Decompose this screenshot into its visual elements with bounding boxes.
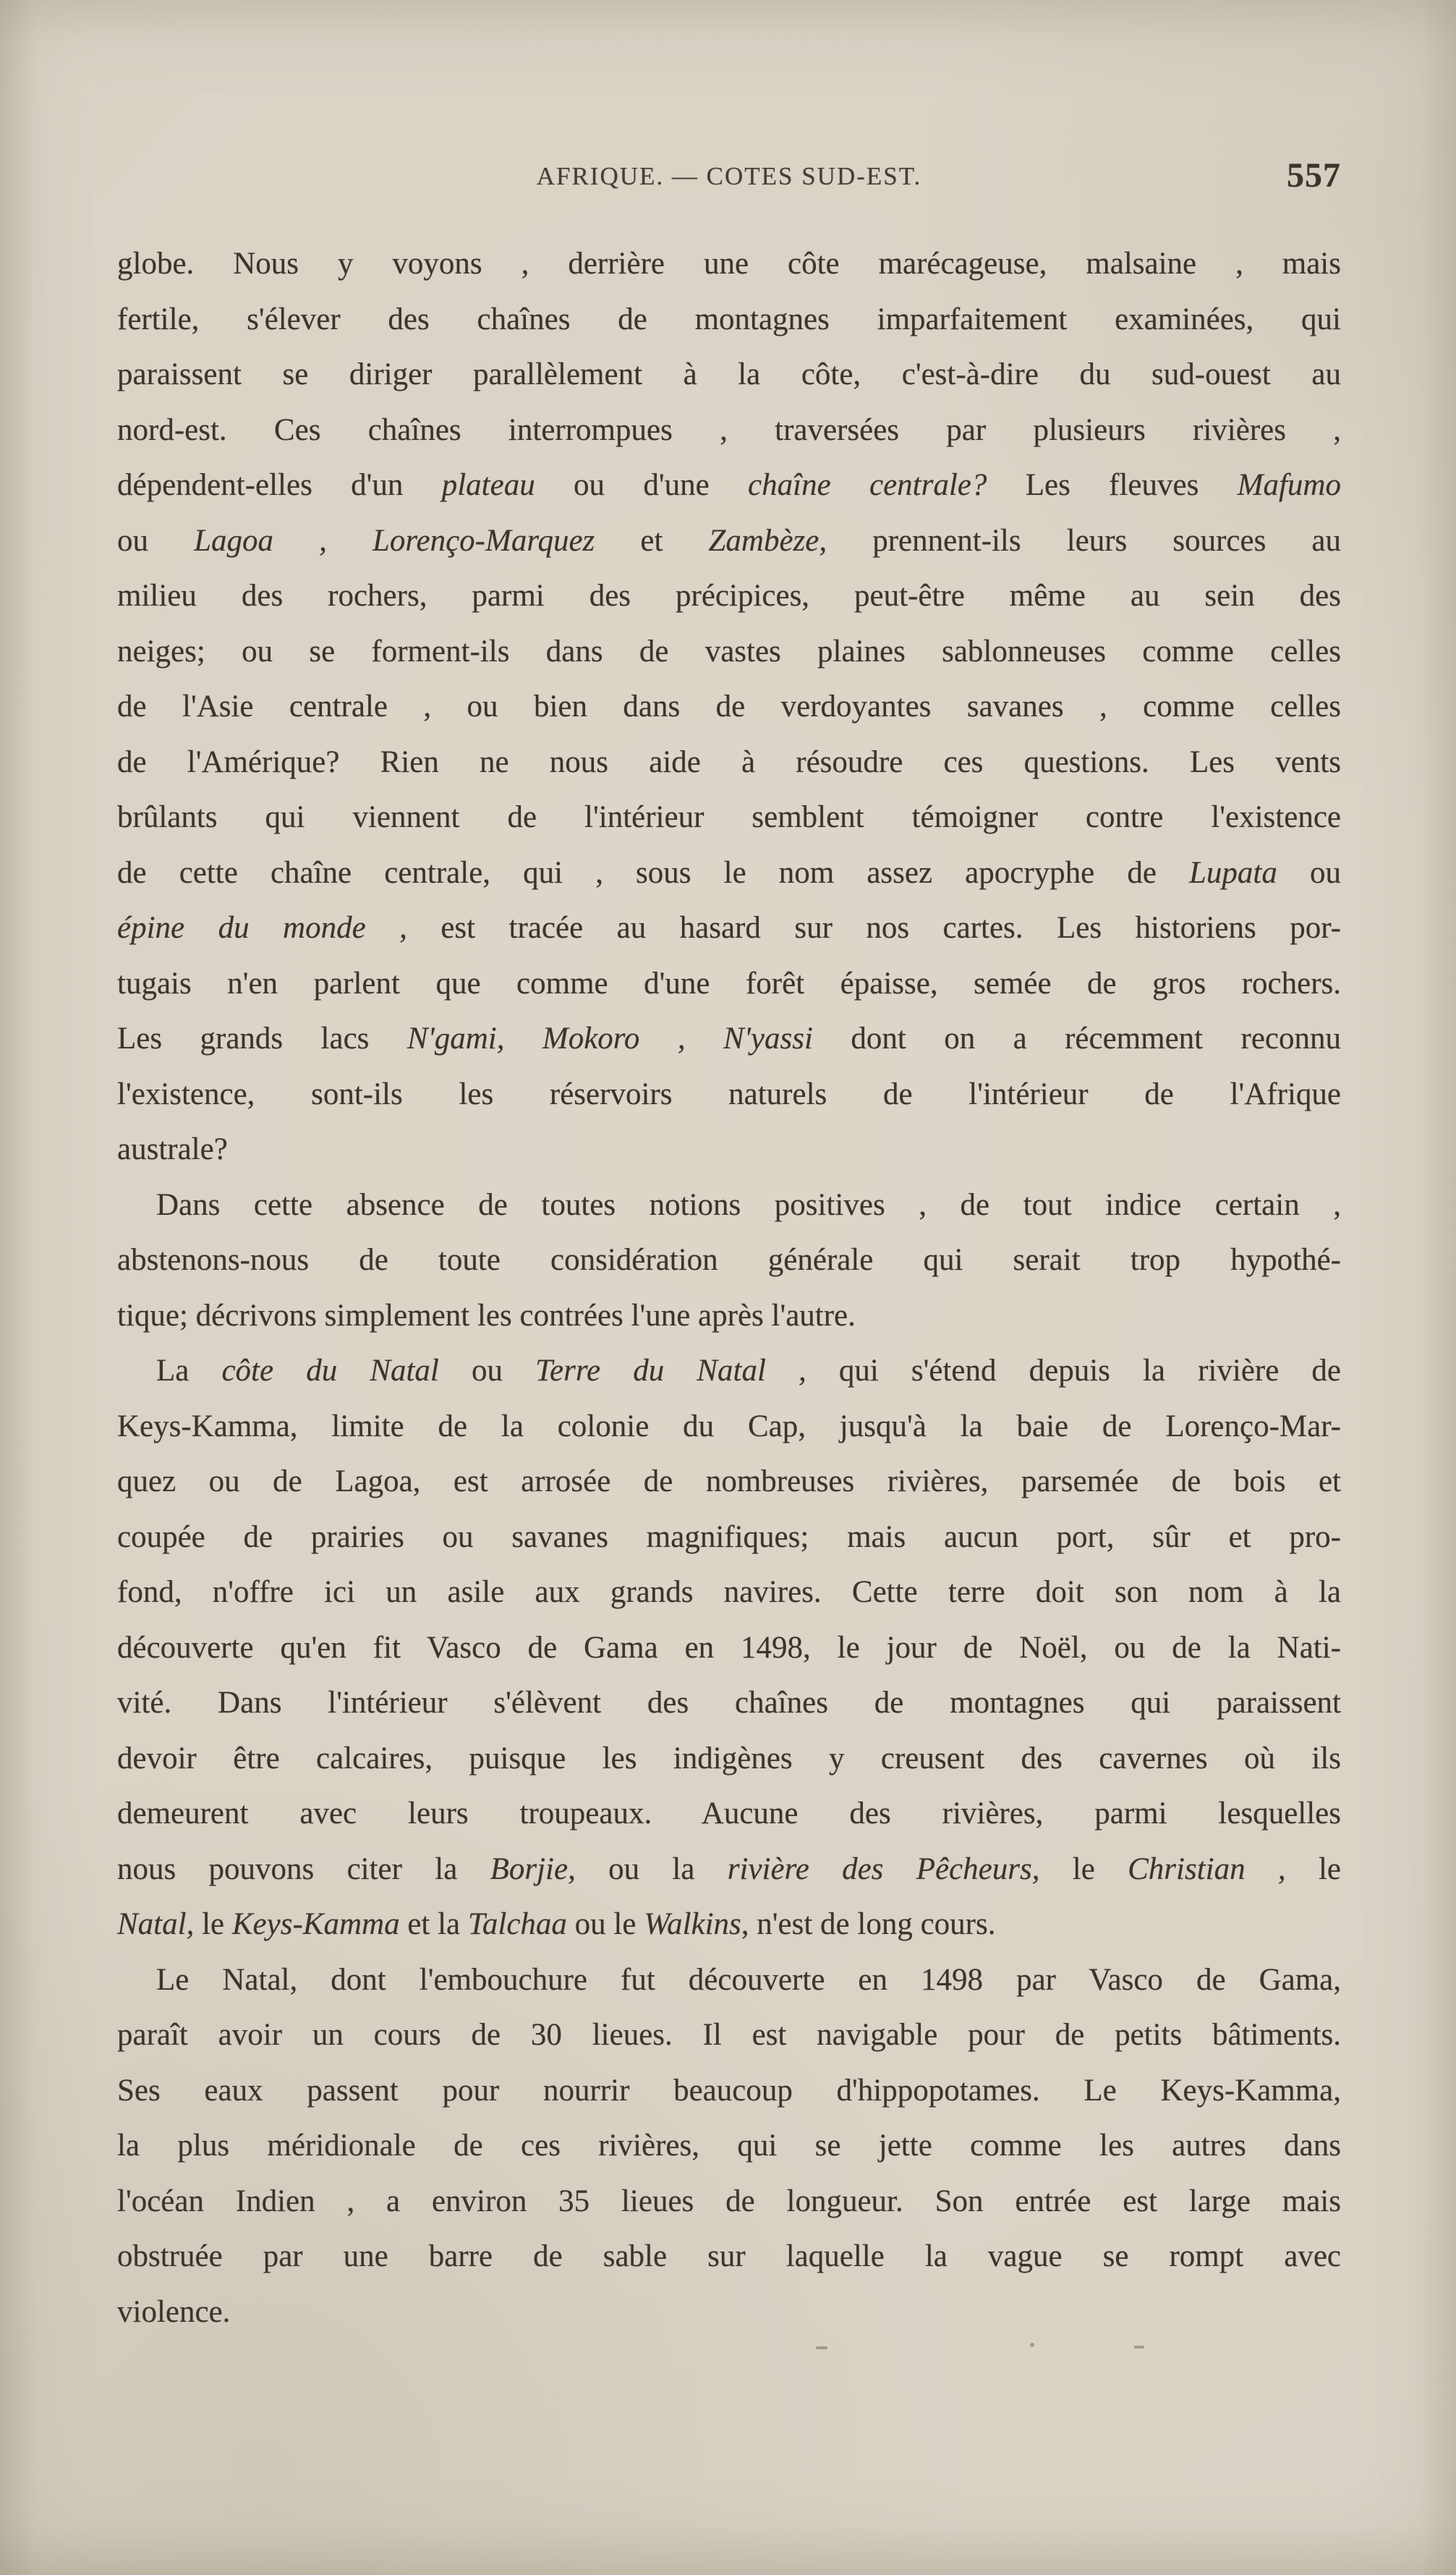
italic-text: rivière des Pêcheurs,: [727, 1851, 1040, 1886]
text-line: [117, 1621, 1341, 1676]
body-text-segment: le: [194, 1907, 232, 1941]
scan-speckle: [1134, 2346, 1144, 2349]
body-text-segment: est tracée au hasard sur nos cartes. Les historiens por-: [406, 911, 1341, 945]
italic-text: Natal,: [117, 1907, 195, 1941]
body-text-segment: brûlants qui viennent de l'intérieur semblent témoigner contre l'existence: [117, 800, 1341, 834]
body-text-segment: qui s'étend depuis la rivière de: [806, 1354, 1342, 1388]
body-text-segment: [327, 524, 372, 558]
italic-text: épine du monde ,: [117, 911, 407, 945]
text-line: [117, 403, 1341, 459]
body-text-segment: Les fleuves: [987, 468, 1238, 502]
body-text-segment: Les grands lacs: [117, 1022, 407, 1056]
text-line: [117, 1953, 1341, 2008]
body-text-segment: ou: [438, 1354, 536, 1388]
text-line: [117, 1289, 1341, 1344]
text-line: [117, 1786, 1341, 1842]
text-line: [117, 846, 1341, 902]
italic-text: N'gami, Mokoro , N'yassi: [406, 1022, 813, 1056]
italic-text: Lorenço-Marquez: [372, 523, 595, 558]
text-line: [117, 2008, 1341, 2063]
body-text-segment: paraissent se diriger parallèlement à la côte, c'est-à-dire du sud-ouest au: [117, 357, 1341, 391]
body-text-segment: l'existence, sont-ils les réservoirs naturels de l'intérieur de l'Afrique: [117, 1077, 1341, 1111]
body-text-segment: Le Natal, dont l'embouchure fut découverte en 1498 par Vasco de Gama,: [156, 1962, 1341, 1997]
body-text-segment: fond, n'offre ici un asile aux grands navires. Cette terre doit son nom à la: [117, 1575, 1341, 1609]
text-line: [117, 956, 1341, 1012]
body-text-segment: tique; décrivons simplement les contrées l'une après l'autre.: [117, 1298, 856, 1333]
page-header: [117, 143, 1341, 194]
body-text-segment: Dans cette absence de toutes notions positives , de tout indice certain ,: [156, 1187, 1341, 1222]
italic-text: Zambèze,: [708, 523, 827, 558]
body-text-segment: La: [156, 1354, 222, 1388]
text-line: [117, 1454, 1341, 1510]
body-text-segment: obstruée par une barre de sable sur laquelle la vague se rompt avec: [117, 2239, 1341, 2273]
body-text-segment: ou d'une: [535, 468, 749, 502]
italic-text: Christian ,: [1128, 1851, 1286, 1886]
text-line: [117, 1842, 1341, 1898]
text-line: [117, 624, 1341, 680]
body-text-segment: nous pouvons citer la: [117, 1851, 490, 1886]
text-line: [117, 735, 1341, 791]
body-text-segment: tugais n'en parlent que comme d'une forêt épaisse, semée de gros rochers.: [117, 966, 1341, 1001]
text-line: [117, 2229, 1341, 2285]
text-line: [117, 2174, 1341, 2230]
text-line: [117, 1565, 1341, 1621]
text-line: [117, 1731, 1341, 1787]
text-line: [117, 458, 1341, 514]
body-text-segment: australe?: [117, 1132, 228, 1166]
italic-text: Lagoa ,: [194, 523, 327, 558]
italic-text: Lupata: [1189, 855, 1277, 890]
body-text-segment: de l'Amérique? Rien ne nous aide à résoudre ces questions. Les vents: [117, 744, 1341, 779]
body-text-segment: de l'Asie centrale , ou bien dans de verdoyantes savanes , comme celles: [117, 690, 1341, 724]
text-line: [117, 1344, 1341, 1399]
italic-text: côte du Natal: [221, 1354, 439, 1388]
body-text-segment: fertile, s'élever des chaînes de montagnes imparfaitement examinées, qui: [117, 302, 1341, 336]
text-line: [117, 1897, 1341, 1953]
body-text: [117, 237, 1341, 2340]
text-line: [117, 901, 1341, 956]
body-text-segment: découverte qu'en fit Vasco de Gama en 1498, le jour de Noël, ou de la Nati-: [117, 1630, 1341, 1665]
body-text-segment: et la: [399, 1907, 468, 1941]
text-line: [117, 1067, 1341, 1123]
text-line: [117, 679, 1341, 735]
body-text-segment: dont on a récemment reconnu: [812, 1022, 1342, 1056]
body-text-segment: la plus méridionale de ces rivières, qui se jette comme les autres dans: [117, 2129, 1341, 2163]
body-text-segment: l'océan Indien , a environ 35 lieues de longueur. Son entrée est large mais: [117, 2184, 1341, 2218]
text-line: [117, 2118, 1341, 2174]
text-line: [117, 347, 1341, 403]
text-line: [117, 569, 1341, 624]
body-text-segment: ou le: [566, 1907, 644, 1941]
text-line: [117, 1178, 1341, 1234]
text-line: [117, 790, 1341, 846]
scan-speckle: [1030, 2343, 1034, 2347]
body-text-segment: demeurent avec leurs troupeaux. Aucune des rivières, parmi lesquelles: [117, 1796, 1341, 1831]
running-title: AFRIQUE. — COTES SUD-EST.: [536, 162, 922, 190]
body-text-segment: nord-est. Ces chaînes interrompues , traversées par plusieurs rivières ,: [117, 412, 1341, 447]
italic-text: Borjie,: [490, 1851, 576, 1886]
body-text-segment: coupée de prairies ou savanes magnifiques; mais aucun port, sûr et pro-: [117, 1519, 1341, 1554]
body-text-segment: paraît avoir un cours de 30 lieues. Il est navigable pour de petits bâtiments.: [117, 2018, 1341, 2052]
text-line: [117, 1676, 1341, 1731]
text-line: [117, 1233, 1341, 1289]
text-line: [117, 237, 1341, 292]
body-text-segment: abstenons-nous de toute considération générale qui serait trop hypothé-: [117, 1243, 1341, 1277]
italic-text: Talchaa: [467, 1907, 567, 1941]
italic-text: Walkins: [644, 1907, 741, 1941]
body-text-segment: le: [1285, 1851, 1341, 1886]
text-line: [117, 292, 1341, 348]
body-text-segment: milieu des rochers, parmi des précipices, peut-être même au sein des: [117, 579, 1341, 613]
text-line: [117, 1510, 1341, 1566]
body-text-segment: , n'est de long cours.: [741, 1907, 996, 1941]
body-text-segment: dépendent-elles d'un: [117, 468, 442, 502]
body-text-segment: globe. Nous y voyons , derrière une côte marécageuse, malsaine , mais: [117, 247, 1341, 281]
body-text-segment: ou: [1277, 855, 1341, 890]
body-text-segment: le: [1039, 1851, 1128, 1886]
body-text-segment: et: [595, 523, 709, 558]
body-text-segment: quez ou de Lagoa, est arrosée de nombreuses rivières, parsemée de bois et: [117, 1464, 1341, 1498]
text-line: [117, 514, 1341, 569]
page-number: 557: [1287, 156, 1341, 195]
italic-text: Mafumo: [1237, 468, 1341, 502]
italic-text: Keys-Kamma: [231, 1907, 400, 1941]
body-text-segment: de cette chaîne centrale, qui , sous le nom assez apocryphe de: [117, 855, 1190, 890]
body-text-segment: Ses eaux passent pour nourrir beaucoup d'hippopotames. Le Keys-Kamma,: [117, 2073, 1341, 2108]
body-text-segment: vité. Dans l'intérieur s'élèvent des chaînes de montagnes qui paraissent: [117, 1686, 1341, 1720]
text-line: [117, 2063, 1341, 2119]
body-text-segment: violence.: [117, 2294, 231, 2329]
body-text-segment: ou la: [575, 1851, 728, 1886]
italic-text: chaîne centrale?: [748, 468, 987, 502]
text-line: [117, 1011, 1341, 1067]
body-text-segment: Keys-Kamma, limite de la colonie du Cap, jusqu'à la baie de Lorenço-Mar-: [117, 1409, 1341, 1443]
body-text-segment: ou: [117, 523, 195, 558]
text-line: [117, 2285, 1341, 2341]
text-line: [117, 1122, 1341, 1178]
italic-text: plateau: [441, 468, 535, 502]
body-text-segment: devoir être calcaires, puisque les indigènes y creusent des cavernes où ils: [117, 1741, 1341, 1776]
italic-text: Terre du Natal ,: [535, 1354, 806, 1388]
scan-speckle: [816, 2346, 827, 2349]
body-text-segment: prennent-ils leurs sources au: [827, 523, 1341, 558]
text-line: [117, 1399, 1341, 1455]
body-text-segment: neiges; ou se forment-ils dans de vastes plaines sablonneuses comme celles: [117, 634, 1341, 669]
